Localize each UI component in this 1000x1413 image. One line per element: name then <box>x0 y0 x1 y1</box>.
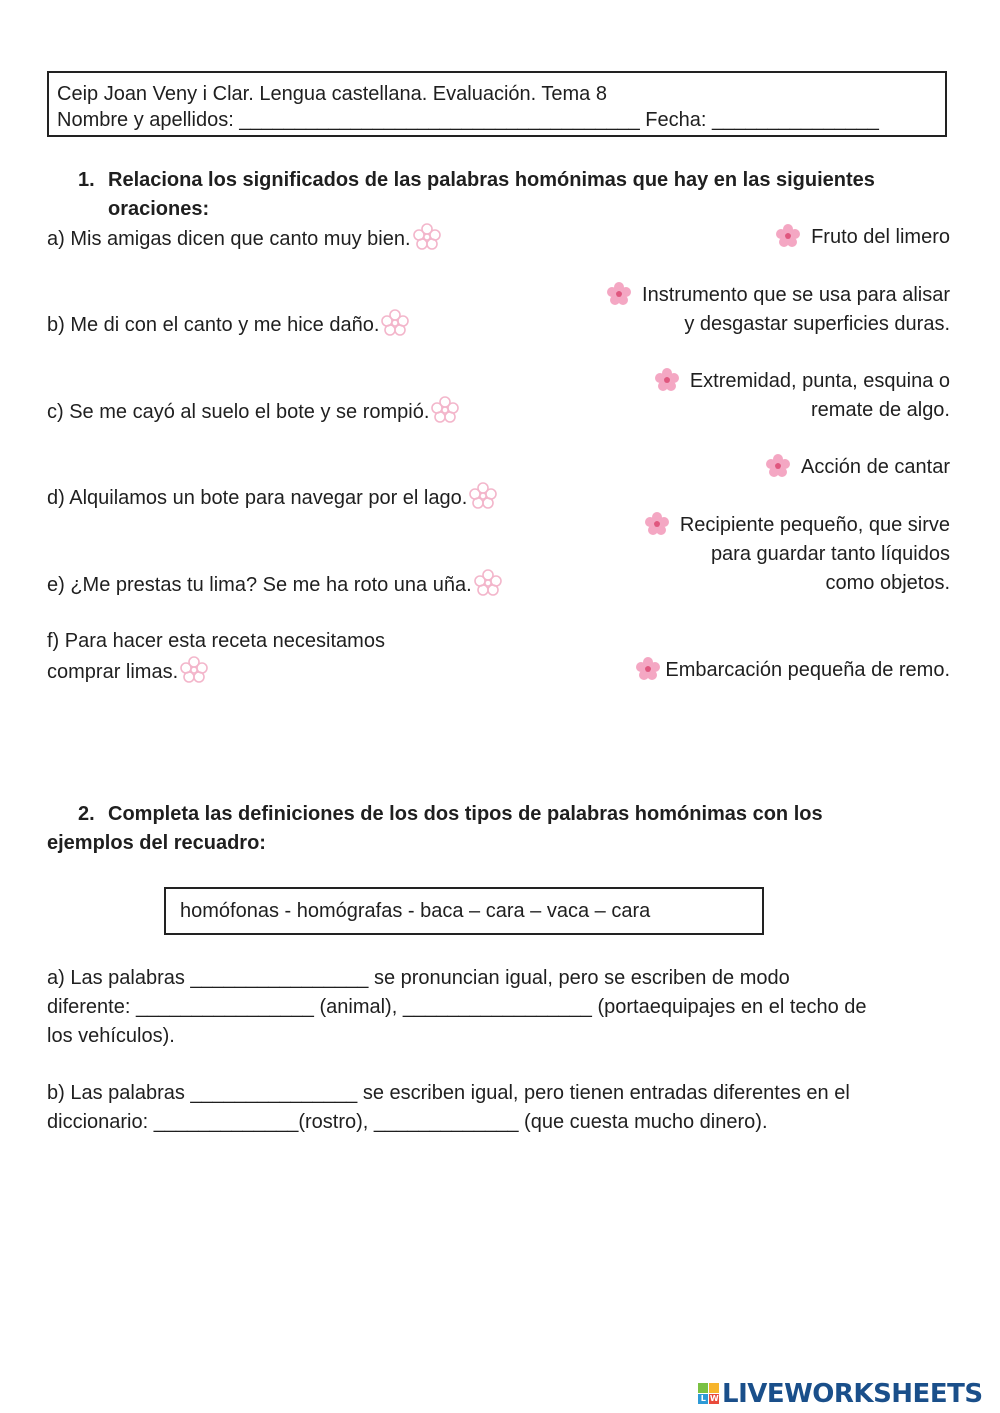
meaning-recipiente-line3: como objetos. <box>825 572 950 594</box>
sentence-c <box>47 396 459 427</box>
meaning-extremidad-line1: Extremidad, punta, esquina o <box>689 370 950 392</box>
meaning-accion[interactable] <box>766 453 950 482</box>
meaning-recipiente[interactable] <box>645 511 950 598</box>
exercise2-heading-line2: ejemplos del recuadro: <box>47 832 266 854</box>
sentence-b <box>47 309 409 340</box>
header-school-line: Ceip Joan Veny i Clar. Lengua castellana. Evaluación. Tema 8 <box>57 83 607 105</box>
flower-icon[interactable] <box>766 454 790 478</box>
sentence-d <box>47 482 497 513</box>
sentence-d-drop-target-icon[interactable] <box>469 482 497 510</box>
sentence-b-drop-target-icon[interactable] <box>381 309 409 337</box>
logo-mark-w: W <box>709 1394 719 1403</box>
header-box <box>47 71 947 137</box>
sentence-e-drop-target-icon[interactable] <box>474 569 502 597</box>
meaning-instrumento-line2: y desgastar superficies duras. <box>684 313 950 335</box>
sentence-a <box>47 223 441 254</box>
liveworksheets-logo <box>698 1378 983 1410</box>
sentence-f-drop-target-icon[interactable] <box>180 656 208 684</box>
definition-a-line2: diferente: ________________ (animal), _________________ (portaequipajes en el techo de <box>47 996 867 1018</box>
sentence-a-text: a) Mis amigas dicen que canto muy bien. <box>47 228 411 250</box>
sentence-f-text: comprar limas. <box>47 661 179 683</box>
logo-mark-l: L <box>698 1394 708 1404</box>
exercise1-heading-line1: Relaciona los significados de las palabras homónimas que hay en las siguientes <box>108 169 875 191</box>
meaning-accion-text: Acción de cantar <box>801 456 950 478</box>
flower-icon[interactable] <box>776 224 800 248</box>
sentence-d-text: d) Alquilamos un bote para navegar por el lago. <box>47 487 468 509</box>
meaning-extremidad[interactable] <box>655 367 950 425</box>
definition-b <box>47 1079 947 1137</box>
sentence-c-text: c) Se me cayó al suelo el bote y se rompió. <box>47 401 430 423</box>
meaning-embarcacion-text: Embarcación pequeña de remo. <box>665 659 950 681</box>
header-name-date-line: Nombre y apellidos: ____________________________________ Fecha: _______________ <box>57 109 879 131</box>
meaning-instrumento[interactable] <box>607 281 950 339</box>
definition-b-line1: b) Las palabras _______________ se escriben igual, pero tienen entradas diferentes en el <box>47 1082 850 1104</box>
meaning-instrumento-line1: Instrumento que se usa para alisar <box>642 284 950 306</box>
word-box-text: homófonas - homógrafas - baca – cara – vaca – cara <box>180 900 651 922</box>
meaning-fruto-text: Fruto del limero <box>811 226 950 248</box>
sentence-c-drop-target-icon[interactable] <box>431 396 459 424</box>
flower-icon[interactable] <box>645 512 669 536</box>
exercise1-heading <box>78 166 875 195</box>
definition-b-line2: diccionario: _____________(rostro), _____________ (que cuesta mucho dinero). <box>47 1111 768 1133</box>
exercise2-heading-line1: Completa las definiciones de los dos tipos de palabras homónimas con los <box>108 803 823 825</box>
definition-a-line1: a) Las palabras ________________ se pronuncian igual, pero se escriben de modo <box>47 967 790 989</box>
meaning-embarcacion[interactable] <box>636 656 950 685</box>
sentence-b-text: b) Me di con el canto y me hice daño. <box>47 314 380 336</box>
sentence-f <box>47 656 208 687</box>
exercise2-heading <box>78 800 823 829</box>
sentence-f-line1: f) Para hacer esta receta necesitamos <box>47 630 385 652</box>
sentence-e-text: e) ¿Me prestas tu lima? Se me ha roto una uña. <box>47 574 472 596</box>
meaning-recipiente-line2: para guardar tanto líquidos <box>710 543 950 565</box>
exercise1-heading-line2: oraciones: <box>108 198 210 220</box>
flower-icon[interactable] <box>607 282 631 306</box>
sentence-a-drop-target-icon[interactable] <box>413 223 441 251</box>
flower-icon[interactable] <box>636 657 660 681</box>
logo-mark-icon <box>698 1383 720 1405</box>
word-box <box>164 887 764 935</box>
meaning-extremidad-line2: remate de algo. <box>811 399 950 421</box>
logo-text: LIVEWORKSHEETS <box>722 1378 983 1409</box>
definition-a <box>47 964 947 1051</box>
meaning-recipiente-line1: Recipiente pequeño, que sirve <box>679 514 950 536</box>
sentence-e <box>47 569 502 600</box>
definition-a-line3: los vehículos). <box>47 1025 175 1047</box>
flower-icon[interactable] <box>655 368 679 392</box>
exercise2-number: 2. <box>78 803 95 825</box>
exercise1-number: 1. <box>78 169 95 191</box>
meaning-fruto[interactable] <box>776 223 950 252</box>
